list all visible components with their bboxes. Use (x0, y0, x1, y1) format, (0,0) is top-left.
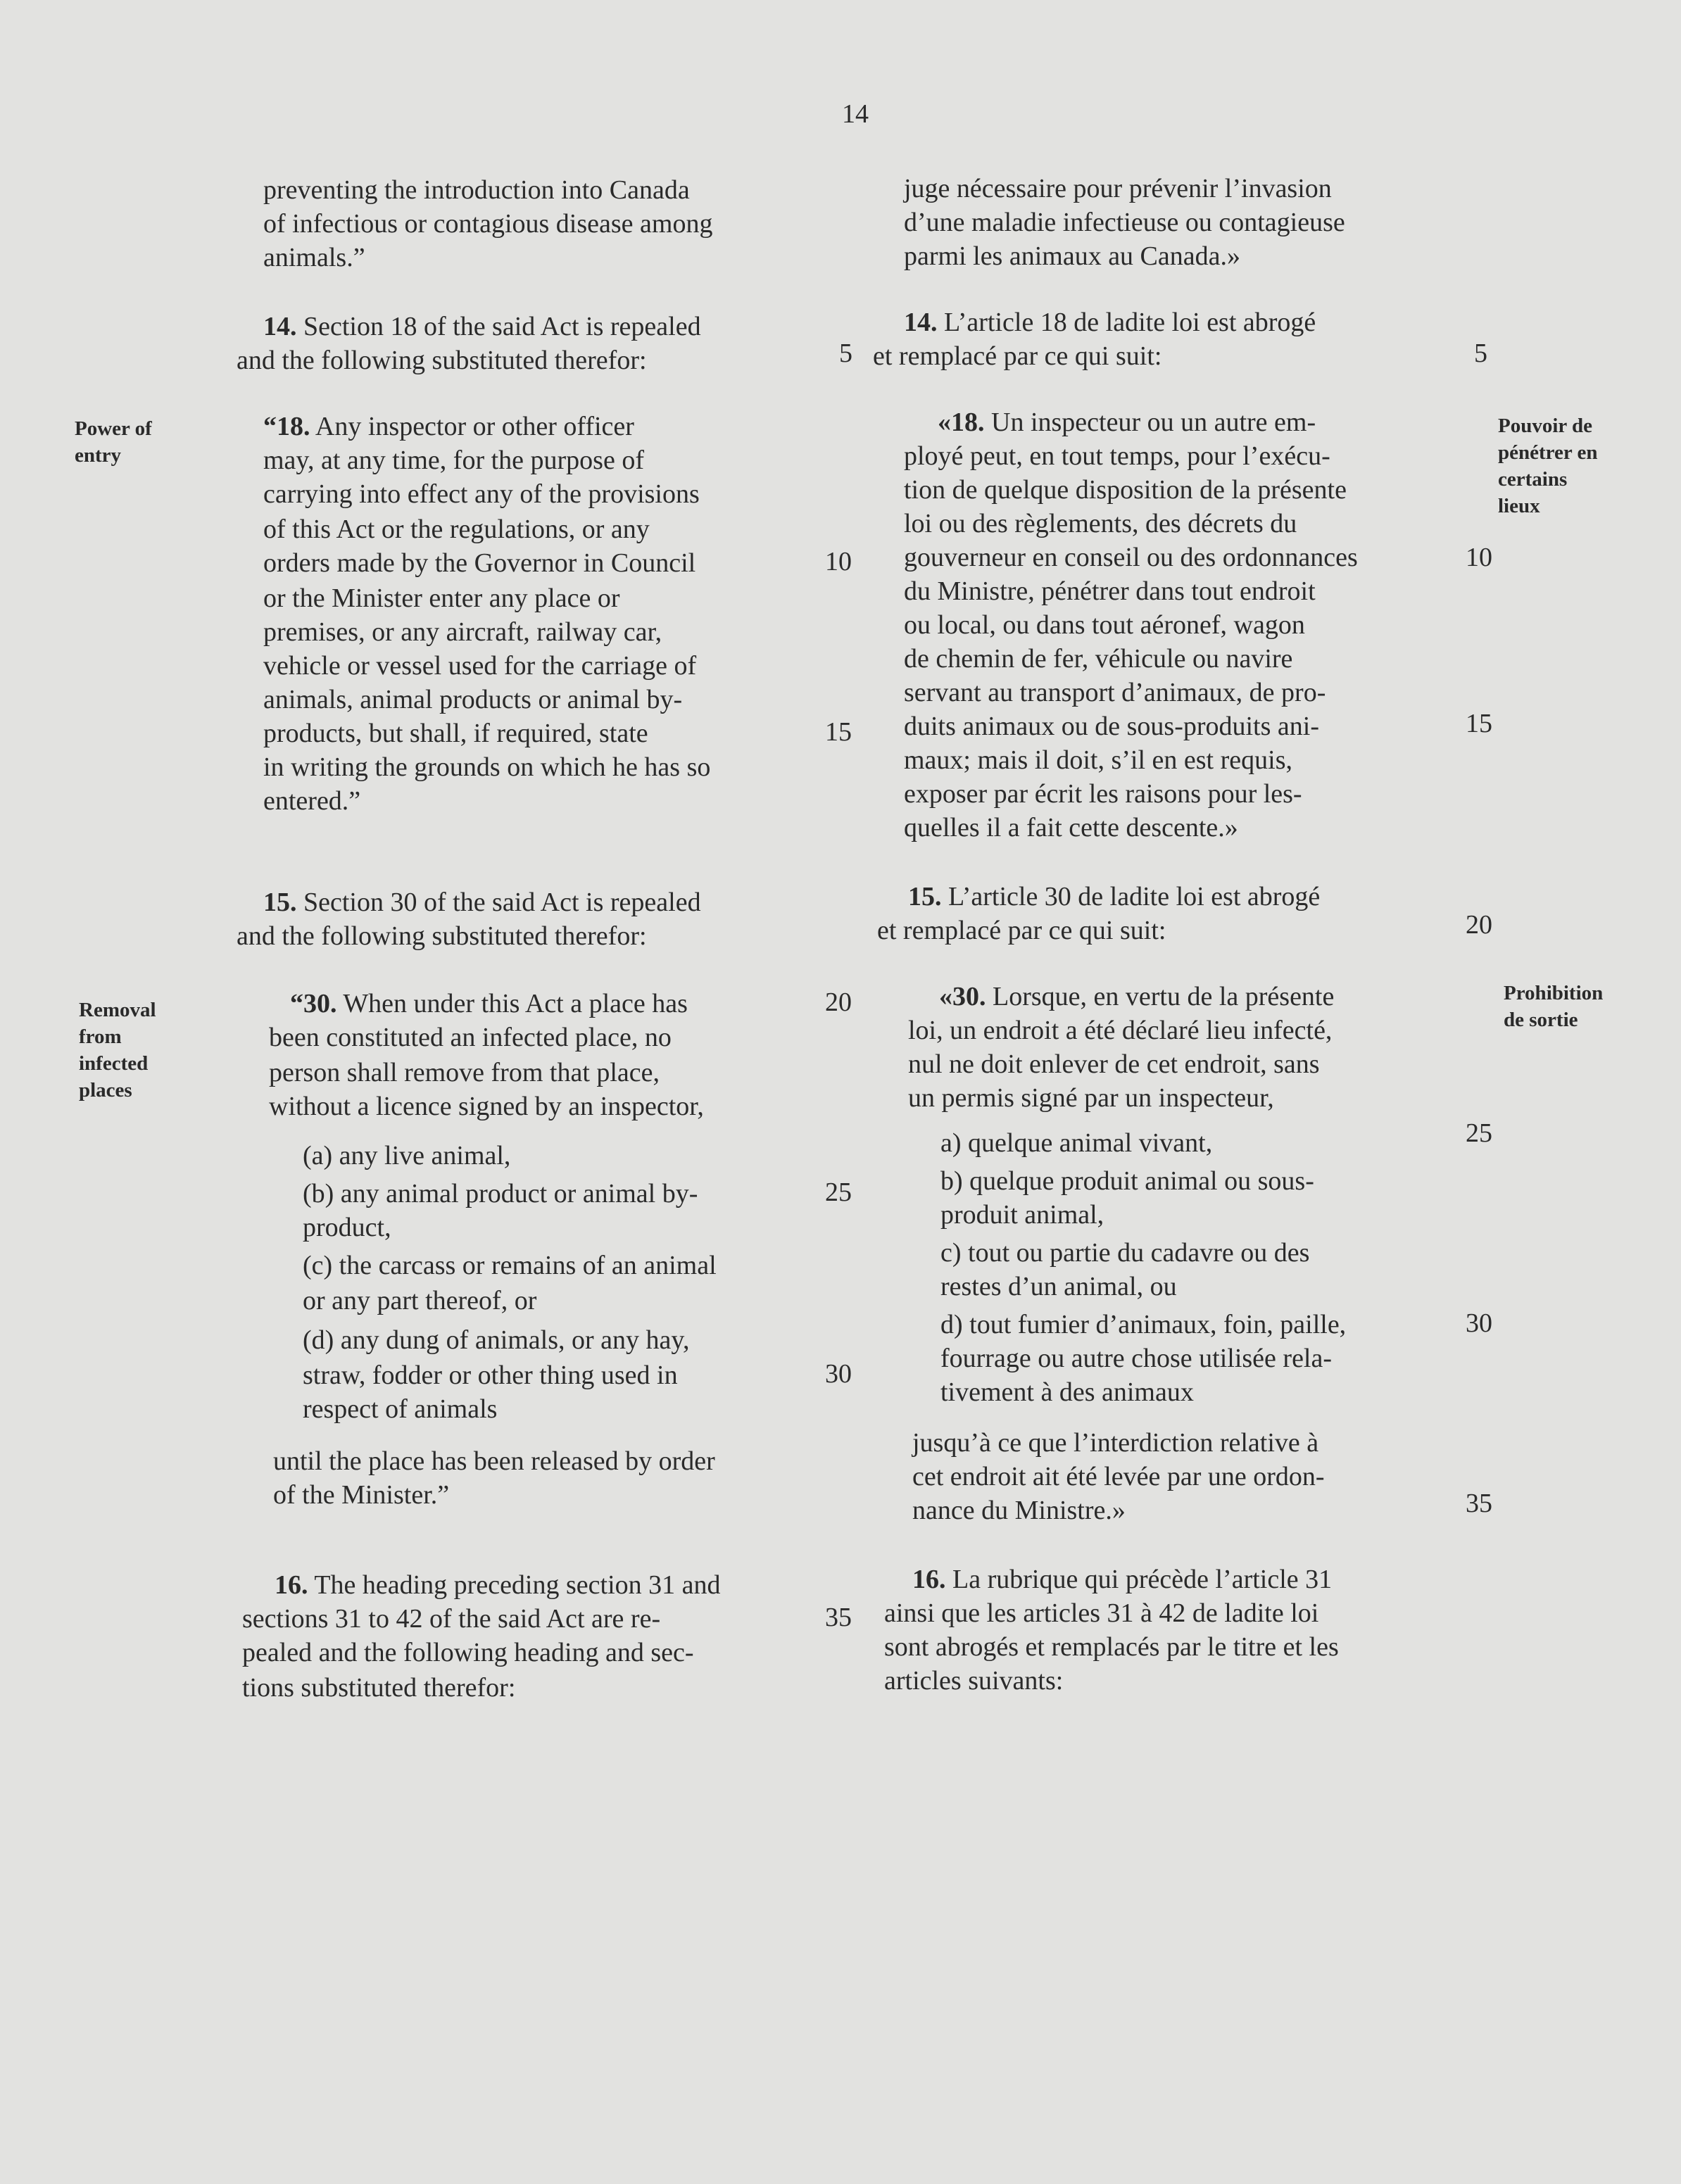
line-text: product, (303, 1213, 391, 1242)
text-line (303, 1392, 497, 1426)
line-text: premises, or any aircraft, railway car, (263, 617, 662, 647)
text-line (908, 1014, 1332, 1047)
line-text: (a) any live animal, (303, 1141, 511, 1170)
text-line (303, 1323, 689, 1357)
line-text: or the Minister enter any place or (263, 583, 620, 613)
page-number: 14 (842, 99, 869, 129)
text-line (263, 750, 710, 784)
line-number: 10 (1466, 543, 1492, 572)
text-line (269, 1021, 672, 1054)
line-text: of this Act or the regulations, or any (263, 515, 650, 544)
section-number: 16. (275, 1570, 308, 1600)
line-number: 30 (825, 1359, 852, 1389)
text-line (263, 410, 634, 443)
line-text: respect of animals (303, 1394, 498, 1424)
line-text: a) quelque animal vivant, (940, 1128, 1213, 1158)
line-text: The heading preceding section 31 and (308, 1570, 721, 1600)
line-text: juge nécessaire pour prévenir l’invasion (904, 174, 1332, 203)
text-line (263, 784, 360, 818)
line-text: ainsi que les articles 31 à 42 de ladite loi (884, 1598, 1319, 1628)
line-text: Section 30 of the said Act is repealed (296, 888, 701, 917)
text-line (912, 1460, 1325, 1494)
text-line (263, 615, 662, 649)
line-text: animals.” (263, 243, 365, 272)
section-number: 14. (263, 312, 297, 341)
line-text: of the Minister.” (273, 1480, 450, 1510)
text-line (263, 173, 690, 207)
line-text: straw, fodder or other thing used in (303, 1361, 678, 1390)
line-text: tivement à des animaux (940, 1377, 1194, 1407)
text-line (908, 1047, 1320, 1081)
text-line (263, 885, 701, 919)
text-line (939, 980, 1334, 1014)
text-line (263, 683, 682, 717)
line-text: products, but shall, if required, state (263, 719, 648, 748)
line-text: b) quelque produit animal ou sous- (940, 1166, 1314, 1196)
text-line (904, 642, 1292, 676)
section-number: “30. (290, 989, 337, 1018)
text-line (904, 172, 1332, 206)
line-text: Un inspecteur ou un autre em- (984, 408, 1316, 437)
line-number: 35 (1466, 1489, 1492, 1518)
line-text: When under this Act a place has (336, 989, 688, 1018)
line-text: vehicle or vessel used for the carriage of (263, 651, 697, 681)
text-line (242, 1636, 694, 1669)
line-text: been constituted an infected place, no (269, 1023, 672, 1052)
section-number: 15. (263, 888, 297, 917)
line-text: or any part thereof, or (303, 1286, 537, 1315)
text-line (912, 1494, 1126, 1527)
line-text: Section 18 of the said Act is repealed (296, 312, 701, 341)
line-text: ou local, ou dans tout aéronef, wagon (904, 610, 1305, 640)
line-text: et remplacé par ce qui suit: (873, 341, 1162, 371)
text-line (884, 1596, 1318, 1630)
line-text: ployé peut, en tout temps, pour l’exécu- (904, 441, 1330, 471)
text-line (263, 477, 700, 511)
line-number: 5 (839, 339, 852, 368)
text-line (873, 339, 1161, 373)
text-line (263, 207, 712, 241)
text-line (904, 777, 1302, 811)
line-text: restes d’un animal, ou (940, 1272, 1177, 1301)
line-text: sont abrogés et remplacés par le titre et les (884, 1632, 1339, 1662)
line-text: (d) any dung of animals, or any hay, (303, 1325, 690, 1355)
text-line (269, 1090, 704, 1123)
text-line (938, 405, 1316, 439)
text-line (904, 439, 1330, 473)
line-text: exposer par écrit les raisons pour les- (904, 779, 1302, 809)
text-line (940, 1236, 1309, 1270)
line-text: loi ou des règlements, des décrets du (904, 509, 1297, 538)
text-line (273, 1478, 449, 1512)
text-line (269, 1056, 660, 1090)
text-line (904, 811, 1238, 845)
line-number: 35 (825, 1603, 852, 1632)
section-number: «30. (939, 982, 986, 1011)
line-text: nance du Ministre.» (912, 1496, 1126, 1525)
line-text: in writing the grounds on which he has so (263, 752, 711, 782)
line-text: animals, animal products or animal by- (263, 685, 683, 714)
text-line (940, 1342, 1332, 1375)
text-line (904, 239, 1240, 273)
text-line (242, 1602, 660, 1636)
line-text: without a licence signed by an inspector, (269, 1092, 704, 1121)
line-text: d) tout fumier d’animaux, foin, paille, (940, 1310, 1347, 1339)
text-line (908, 880, 1320, 914)
text-line (904, 206, 1345, 239)
line-number: 20 (825, 987, 852, 1017)
text-line (877, 914, 1166, 947)
line-text: d’une maladie infectieuse ou contagieuse (904, 208, 1345, 237)
text-line (940, 1375, 1194, 1409)
line-text: entered.” (263, 786, 361, 816)
line-text: carrying into effect any of the provisions (263, 479, 700, 509)
line-text: L’article 18 de ladite loi est abrogé (937, 308, 1316, 337)
line-text: La rubrique qui précède l’article 31 (945, 1565, 1333, 1594)
text-line (904, 574, 1316, 608)
text-line (263, 546, 695, 580)
text-line (940, 1126, 1212, 1160)
line-text: (b) any animal product or animal by- (303, 1179, 698, 1208)
section-number: 14. (904, 308, 938, 337)
line-text: person shall remove from that place, (269, 1058, 660, 1087)
line-text: sections 31 to 42 of the said Act are re- (242, 1604, 661, 1634)
text-line (940, 1198, 1104, 1232)
line-number: 15 (825, 717, 852, 747)
section-number: “18. (263, 412, 310, 441)
line-text: maux; mais il doit, s’il en est requis, (904, 745, 1292, 775)
line-number: 30 (1466, 1308, 1492, 1338)
text-line (263, 512, 650, 546)
text-line (237, 919, 647, 953)
line-text: pealed and the following heading and sec- (242, 1638, 694, 1667)
line-text: cet endroit ait été levée par une ordon- (912, 1462, 1325, 1491)
text-line (303, 1177, 698, 1211)
text-line (904, 507, 1297, 541)
line-text: articles suivants: (884, 1666, 1064, 1696)
text-line (303, 1358, 678, 1392)
text-line (263, 310, 701, 343)
text-line (273, 1444, 715, 1478)
line-text: of infectious or contagious disease among (263, 209, 713, 239)
text-line (242, 1671, 515, 1705)
line-text: preventing the introduction into Canada (263, 175, 690, 205)
text-line (303, 1211, 391, 1244)
text-line (940, 1270, 1177, 1304)
line-number: 25 (1466, 1118, 1492, 1148)
line-text: tion de quelque disposition de la présente (904, 475, 1347, 505)
line-text: tions substituted therefor: (242, 1673, 516, 1703)
line-text: parmi les animaux au Canada.» (904, 241, 1241, 271)
line-number: 5 (1474, 339, 1487, 368)
line-text: L’article 30 de ladite loi est abrogé (941, 882, 1321, 911)
text-line (303, 1249, 717, 1282)
line-number: 10 (825, 547, 852, 576)
line-text: and the following substituted therefor: (237, 921, 647, 951)
margin-note-power-of-entry: Power of entry (75, 417, 152, 467)
line-text: de chemin de fer, véhicule ou navire (904, 644, 1293, 674)
line-text: un permis signé par un inspecteur, (908, 1083, 1274, 1113)
line-text: produit animal, (940, 1200, 1104, 1230)
line-text: servant au transport d’animaux, de pro- (904, 678, 1326, 707)
line-text: jusqu’à ce que l’interdiction relative à (912, 1428, 1319, 1458)
line-text: duits animaux ou de sous-produits ani- (904, 712, 1319, 741)
line-number: 25 (825, 1178, 852, 1207)
text-line (904, 743, 1292, 777)
text-line (263, 649, 696, 683)
line-text: nul ne doit enlever de cet endroit, sans (908, 1049, 1320, 1079)
text-line (237, 343, 647, 377)
text-line (908, 1081, 1274, 1115)
text-line (904, 608, 1305, 642)
text-line (263, 581, 619, 615)
text-line (263, 717, 648, 750)
text-line (904, 305, 1316, 339)
line-number: 15 (1466, 709, 1492, 738)
text-line (904, 676, 1326, 709)
text-line (884, 1664, 1063, 1698)
line-number: 20 (1466, 910, 1492, 940)
line-text: may, at any time, for the purpose of (263, 446, 644, 475)
text-line (912, 1563, 1332, 1596)
section-number: 15. (908, 882, 942, 911)
line-text: loi, un endroit a été déclaré lieu infecté, (908, 1016, 1333, 1045)
text-line (904, 541, 1358, 574)
text-line (303, 1284, 536, 1318)
margin-note-removal: Removal from infected places (79, 999, 156, 1102)
text-line (263, 443, 644, 477)
text-line (290, 987, 688, 1021)
text-line (303, 1139, 510, 1173)
line-text: gouverneur en conseil ou des ordonnances (904, 543, 1358, 572)
line-text: quelles il a fait cette descente.» (904, 813, 1238, 842)
section-number: «18. (938, 408, 985, 437)
line-text: and the following substituted therefor: (237, 346, 647, 375)
line-text: Lorsque, en vertu de la présente (986, 982, 1335, 1011)
line-text: orders made by the Governor in Council (263, 548, 696, 578)
line-text: Any inspector or other officer (310, 412, 634, 441)
text-line (884, 1630, 1339, 1664)
text-line (940, 1308, 1346, 1342)
line-text: du Ministre, pénétrer dans tout endroit (904, 576, 1316, 606)
line-text: (c) the carcass or remains of an animal (303, 1251, 717, 1280)
section-number: 16. (912, 1565, 946, 1594)
line-text: c) tout ou partie du cadavre ou des (940, 1238, 1310, 1268)
text-line (912, 1426, 1318, 1460)
text-line (904, 709, 1319, 743)
line-text: et remplacé par ce qui suit: (877, 916, 1166, 945)
margin-note-pouvoir-de-penetrer: Pouvoir de pénétrer en certains lieux (1498, 415, 1598, 517)
text-line (263, 241, 365, 274)
margin-note-prohibition-de-sortie: Prohibition de sortie (1504, 982, 1604, 1031)
text-line (275, 1568, 721, 1602)
text-line (940, 1164, 1314, 1198)
line-text: fourrage ou autre chose utilisée rela- (940, 1344, 1333, 1373)
line-text: until the place has been released by order (273, 1446, 715, 1476)
text-line (904, 473, 1347, 507)
